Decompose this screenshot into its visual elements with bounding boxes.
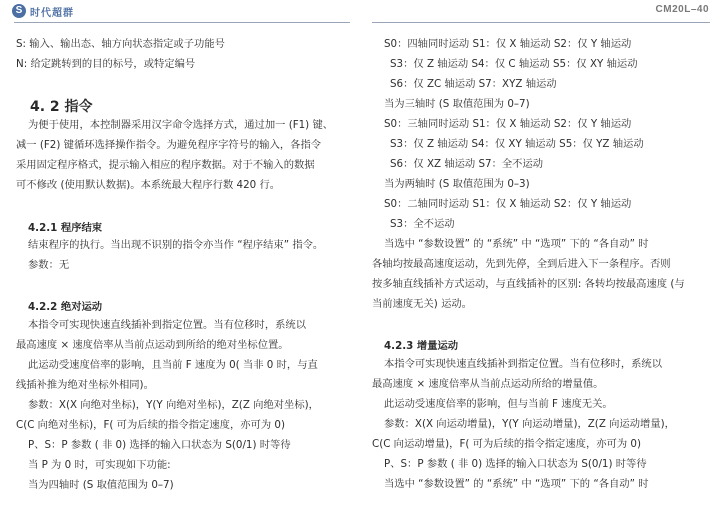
paragraph-line: 当选中 “参数设置” 的 “系统” 中 “选项” 下的 “各自动” 时 xyxy=(384,478,649,490)
subsection-heading-4-2-1: 4.2.1 程序结束 xyxy=(28,222,103,234)
paragraph-line: 参数：无 xyxy=(28,259,70,271)
paragraph-line: 为便于使用，本控制器采用汉字命令选择方式，通过加一 (F1) 键、 xyxy=(28,119,334,131)
paragraph-line: 结束程序的执行。当出现不识别的指令亦当作 “程序结束” 指令。 xyxy=(28,239,324,251)
paragraph-line: 可不修改 (使用默认数据)。本系统最大程序行数 420 行。 xyxy=(16,179,281,191)
paragraph-line: 减一 (F2) 键循环选择操作指令。为避免程序字符号的输入，各指令 xyxy=(16,139,322,151)
header-rule-left xyxy=(14,22,350,23)
paragraph-line: 当为四轴时 (S 取值范围为 0–7) xyxy=(28,479,174,491)
brand-logo-icon: S xyxy=(12,4,26,18)
paragraph-line: 各轴均按最高速度运动，先到先停，全到后进入下一条程序。否则 xyxy=(372,258,671,270)
header-rule-right xyxy=(372,22,710,23)
axis-option-line: S3：全不运动 xyxy=(390,218,455,230)
paragraph-line: 当前速度无关) 运动。 xyxy=(372,298,472,310)
paragraph-line: 当为三轴时 (S 取值范围为 0–7) xyxy=(384,98,530,110)
param-n-line: N: 给定跳转到的目的标号，或特定编号 xyxy=(16,58,196,70)
paragraph-line: 最高速度 × 速度倍率从当前点运动到所给的绝对坐标位置。 xyxy=(16,339,289,351)
axis-option-line: S0：四轴同时运动 S1：仅 X 轴运动 S2：仅 Y 轴运动 xyxy=(384,38,632,50)
axis-option-line: S0：二轴同时运动 S1：仅 X 轴运动 S2：仅 Y 轴运动 xyxy=(384,198,632,210)
paragraph-line: C(C 向绝对坐标)，F( 可为后续的指令指定速度，亦可为 0) xyxy=(16,419,285,431)
paragraph-line: 本指令可实现快速直线插补到指定位置。当有位移时，系统以 xyxy=(28,319,307,331)
paragraph-line: 此运动受速度倍率的影响，但与当前 F 速度无关。 xyxy=(384,398,613,410)
subsection-heading-4-2-3: 4.2.3 增量运动 xyxy=(384,340,459,352)
subsection-heading-4-2-2: 4.2.2 绝对运动 xyxy=(28,301,103,313)
paragraph-line: 当为两轴时 (S 取值范围为 0–3) xyxy=(384,178,530,190)
axis-option-line: S6：仅 ZC 轴运动 S7：XYZ 轴运动 xyxy=(390,78,557,90)
page-header xyxy=(0,0,719,22)
model-number: CM20L–40 xyxy=(655,4,709,15)
axis-option-line: S3：仅 Z 轴运动 S4：仅 C 轴运动 S5：仅 XY 轴运动 xyxy=(390,58,638,70)
paragraph-line: P、S：P 参数 ( 非 0) 选择的输入口状态为 S(0/1) 时等待 xyxy=(28,439,291,451)
axis-option-line: S3：仅 Z 轴运动 S4：仅 XY 轴运动 S5：仅 YZ 轴运动 xyxy=(390,138,644,150)
paragraph-line: 参数：X(X 向运动增量)，Y(Y 向运动增量)，Z(Z 向运动增量)， xyxy=(384,418,675,430)
brand-name: 时代超群 xyxy=(30,7,74,19)
section-heading-4-2: 4. 2 指令 xyxy=(30,99,93,115)
paragraph-line: C(C 向运动增量)，F( 可为后续的指令指定速度，亦可为 0) xyxy=(372,438,641,450)
paragraph-line: 按多轴直线插补方式运动，与直线插补的区别: 各转均按最高速度 (与 xyxy=(372,278,685,290)
param-s-line: S: 输入、输出态、轴方向状态指定或子功能号 xyxy=(16,38,225,50)
paragraph-line: P、S：P 参数 ( 非 0) 选择的输入口状态为 S(0/1) 时等待 xyxy=(384,458,647,470)
paragraph-line: 此运动受速度倍率的影响，且当前 F 速度为 0( 当非 0 时，与直 xyxy=(28,359,318,371)
paragraph-line: 参数：X(X 向绝对坐标)，Y(Y 向绝对坐标)，Z(Z 向绝对坐标)， xyxy=(28,399,319,411)
paragraph-line: 线插补推为绝对坐标外相同)。 xyxy=(16,379,154,391)
axis-option-line: S6：仅 XZ 轴运动 S7：全不运动 xyxy=(390,158,544,170)
axis-option-line: S0：三轴同时运动 S1：仅 X 轴运动 S2：仅 Y 轴运动 xyxy=(384,118,632,130)
paragraph-line: 最高速度 × 速度倍率从当前点运动所给的增量值。 xyxy=(372,378,604,390)
paragraph-line: 当选中 “参数设置” 的 “系统” 中 “选项” 下的 “各自动” 时 xyxy=(384,238,649,250)
paragraph-line: 本指令可实现快速直线插补到指定位置。当有位移时，系统以 xyxy=(384,358,663,370)
brand-logo xyxy=(12,3,74,19)
paragraph-line: 采用固定程序格式，提示输入相应的程序数据。对于不输入的数据 xyxy=(16,159,315,171)
paragraph-line: 当 P 为 0 时，可实现如下功能: xyxy=(28,459,171,471)
